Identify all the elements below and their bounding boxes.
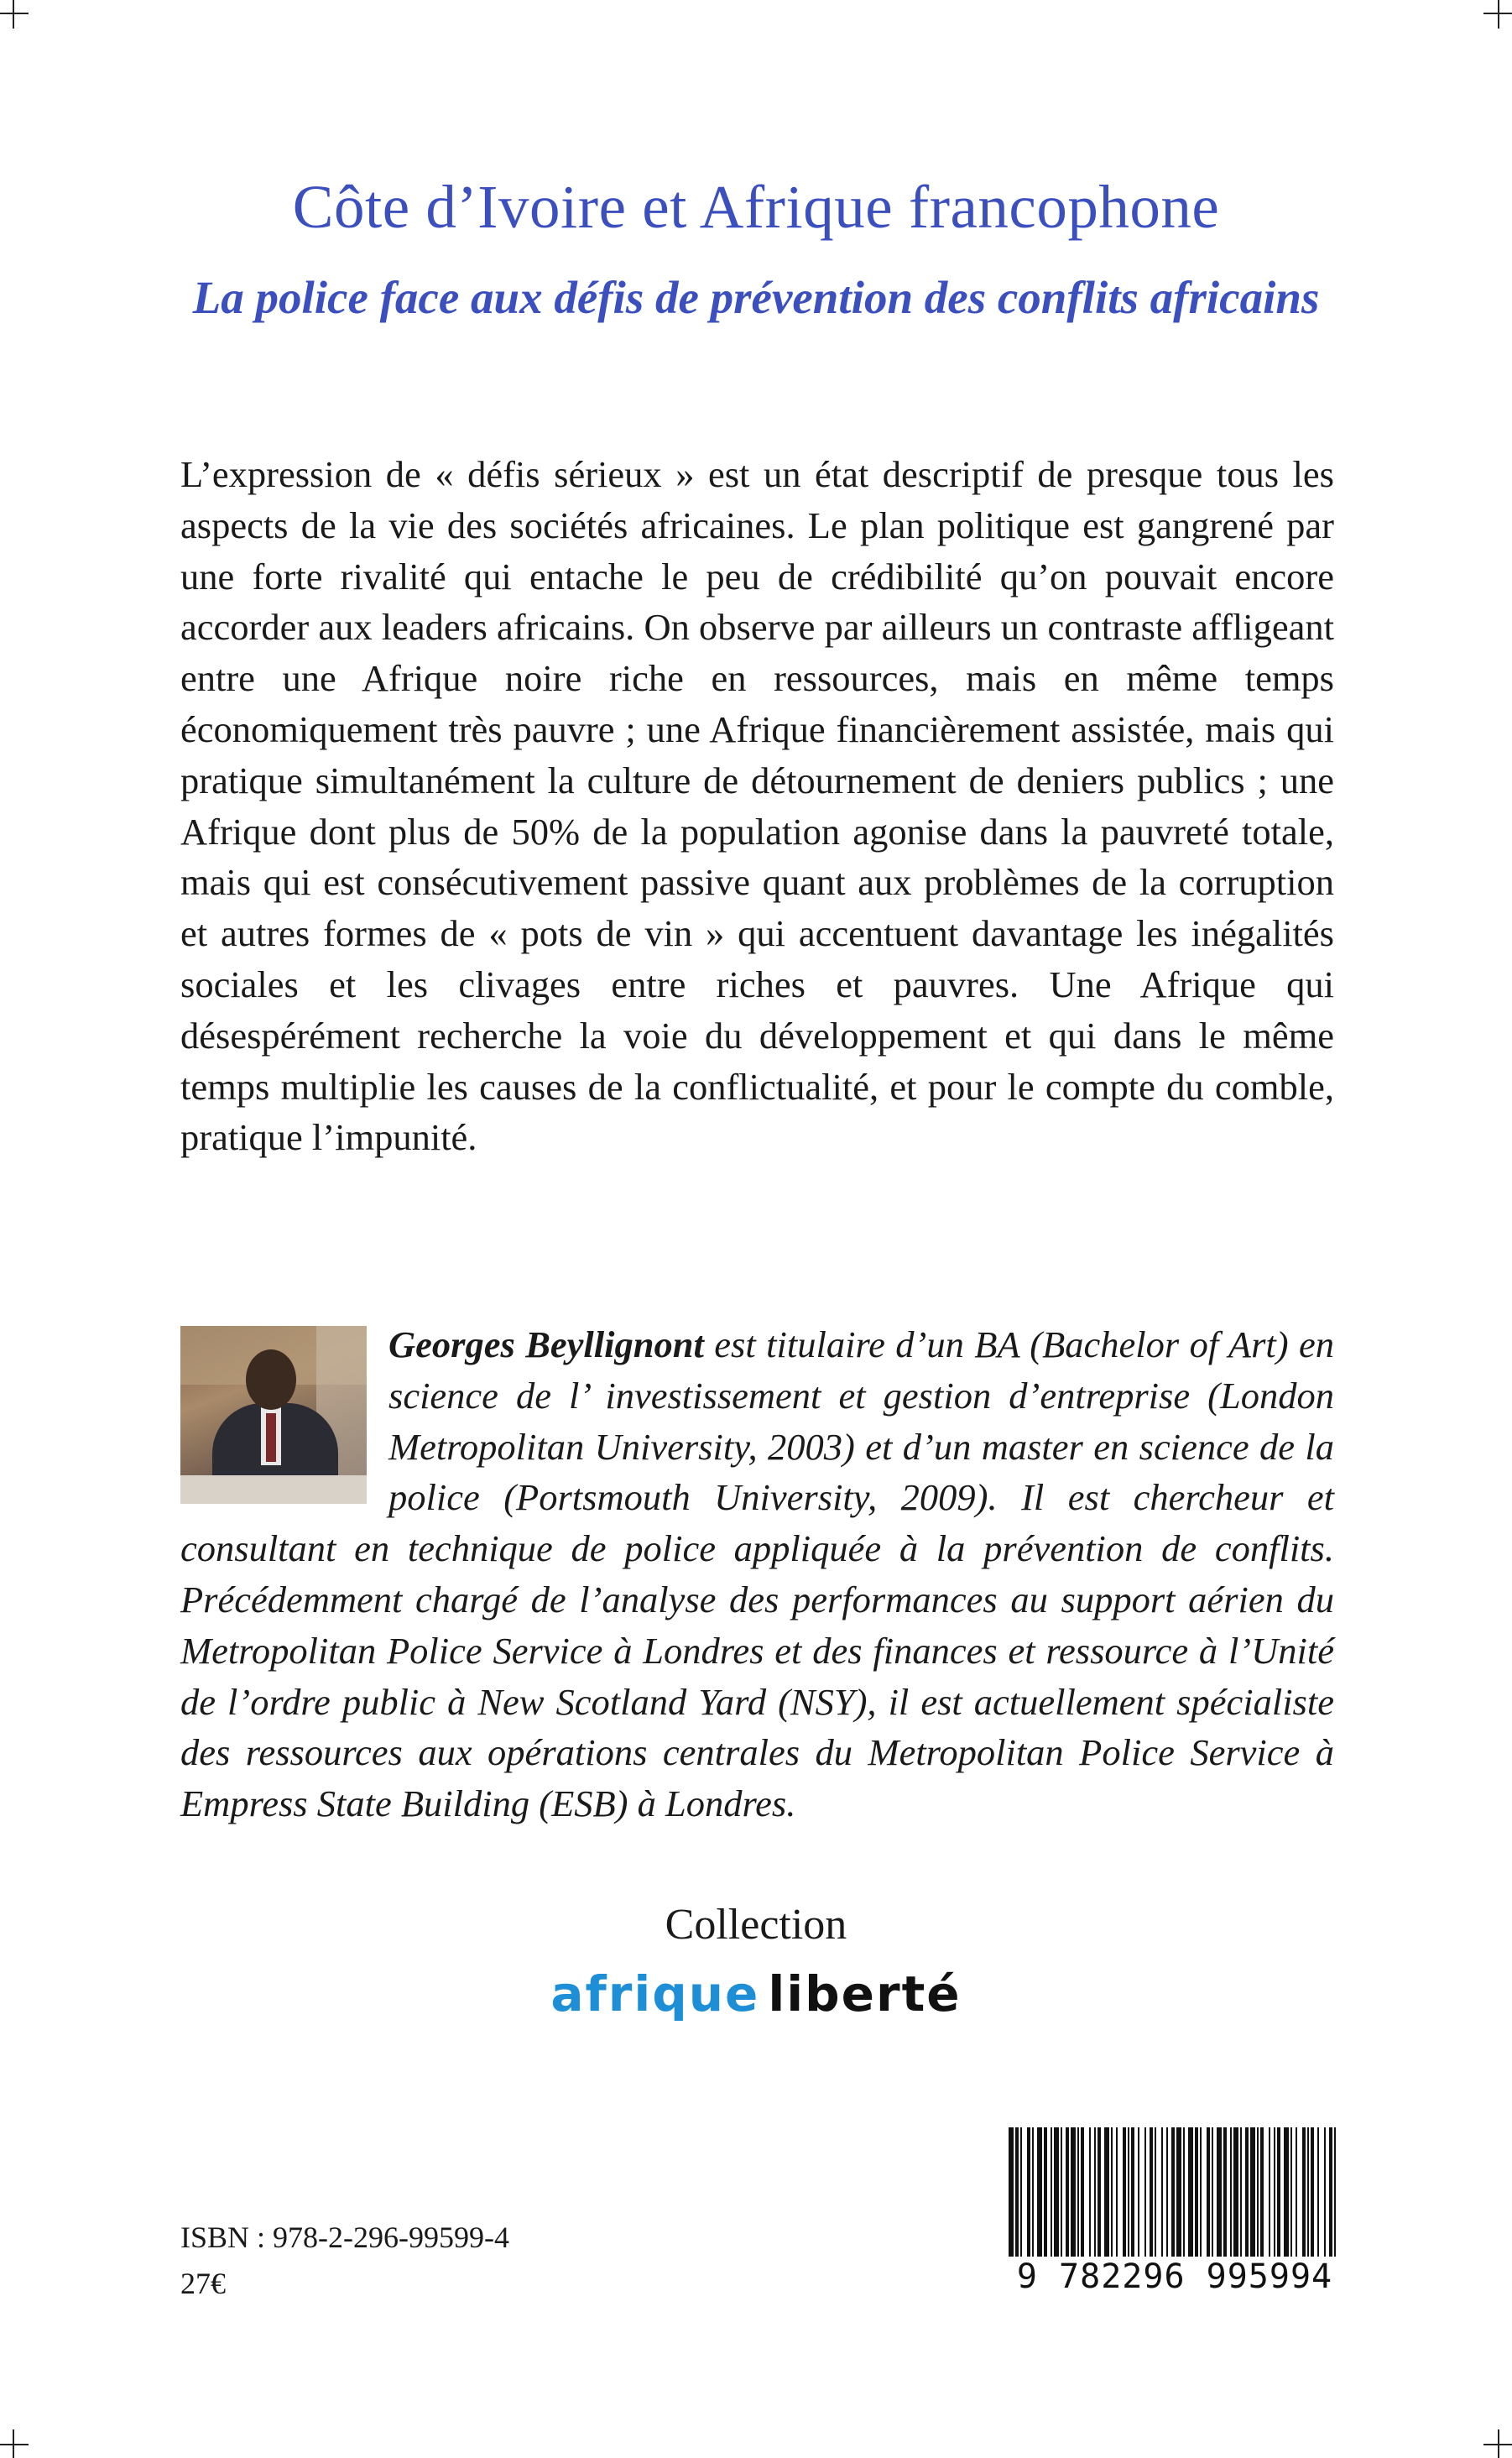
crop-mark — [0, 2444, 29, 2445]
collection-logo-word-2: liberté — [768, 1965, 962, 2022]
crop-mark — [1498, 0, 1499, 29]
barcode-digits: 9 782296 995994 — [1007, 2257, 1343, 2297]
author-photo — [180, 1326, 367, 1504]
crop-mark — [0, 13, 29, 14]
barcode — [1007, 2127, 1343, 2299]
collection-logo-word-1: afrique — [550, 1965, 760, 2022]
price: 27€ — [180, 2267, 226, 2300]
crop-mark — [13, 0, 14, 29]
back-cover-blurb: L’expression de « défis sérieux » est un état descriptif de presque tous les aspects de la vie des sociétés africaines. Le plan politique est gangrené par une forte rivalité qui entache le peu de crédibilité qu’on pouvait encore accorder aux leaders africains. On observe par ailleurs un contraste affligeant entre une Afrique noire riche en ressources, mais en même temps économiquement très pauvre ; une Afrique financièrement assistée, mais qui pratique simultanément la culture de détournement de deniers publics ; une Afrique dont plus de 50% de la population agonise dans la pauvreté totale, mais qui est consécutivement passive quant aux problèmes de la corruption et autres formes de « pots de vin » qui accentuent davantage les inégalités sociales et les clivages entre riches et pauvres. Une Afrique qui désespérément recherche la voie du développement et qui dans le même temps multiplie les causes de la conflictualité, et pour le compte du comble, pratique l’impunité. — [180, 453, 1334, 1159]
author-bio — [180, 1319, 1334, 1829]
book-subtitle: La police face aux défis de prévention des conflits africains — [192, 272, 1320, 323]
author-bio-text: est titulaire d’un BA (Bachelor of Art) en science de l’ investissement et gestion d’entreprise (London Metropolitan University, 2003) et d’un master en science de la police (Portsmouth University, 2009). Il est chercheur et consultant en technique de police appliquée à la prévention de conflits. Précédemment chargé de l’analyse des performances au support aérien du Metropolitan Police Service à Londres et des finances et ressource à l’Unité de l’ordre public à New Scotland Yard (NSY), il est actuellement spécialiste des ressources aux opérations centrales du Metropolitan Police Service à Empress State Building (ESB) à Londres. — [180, 1323, 1334, 1825]
collection-label: Collection — [665, 1901, 847, 1949]
book-title: Côte d’Ivoire et Afrique francophone — [292, 173, 1220, 241]
collection-logo — [0, 1965, 1512, 2022]
crop-mark — [1483, 2444, 1512, 2445]
author-name: Georges Beyllignont — [388, 1323, 704, 1365]
crop-mark — [1483, 13, 1512, 14]
isbn: ISBN : 978-2-296-99599-4 — [180, 2221, 509, 2254]
